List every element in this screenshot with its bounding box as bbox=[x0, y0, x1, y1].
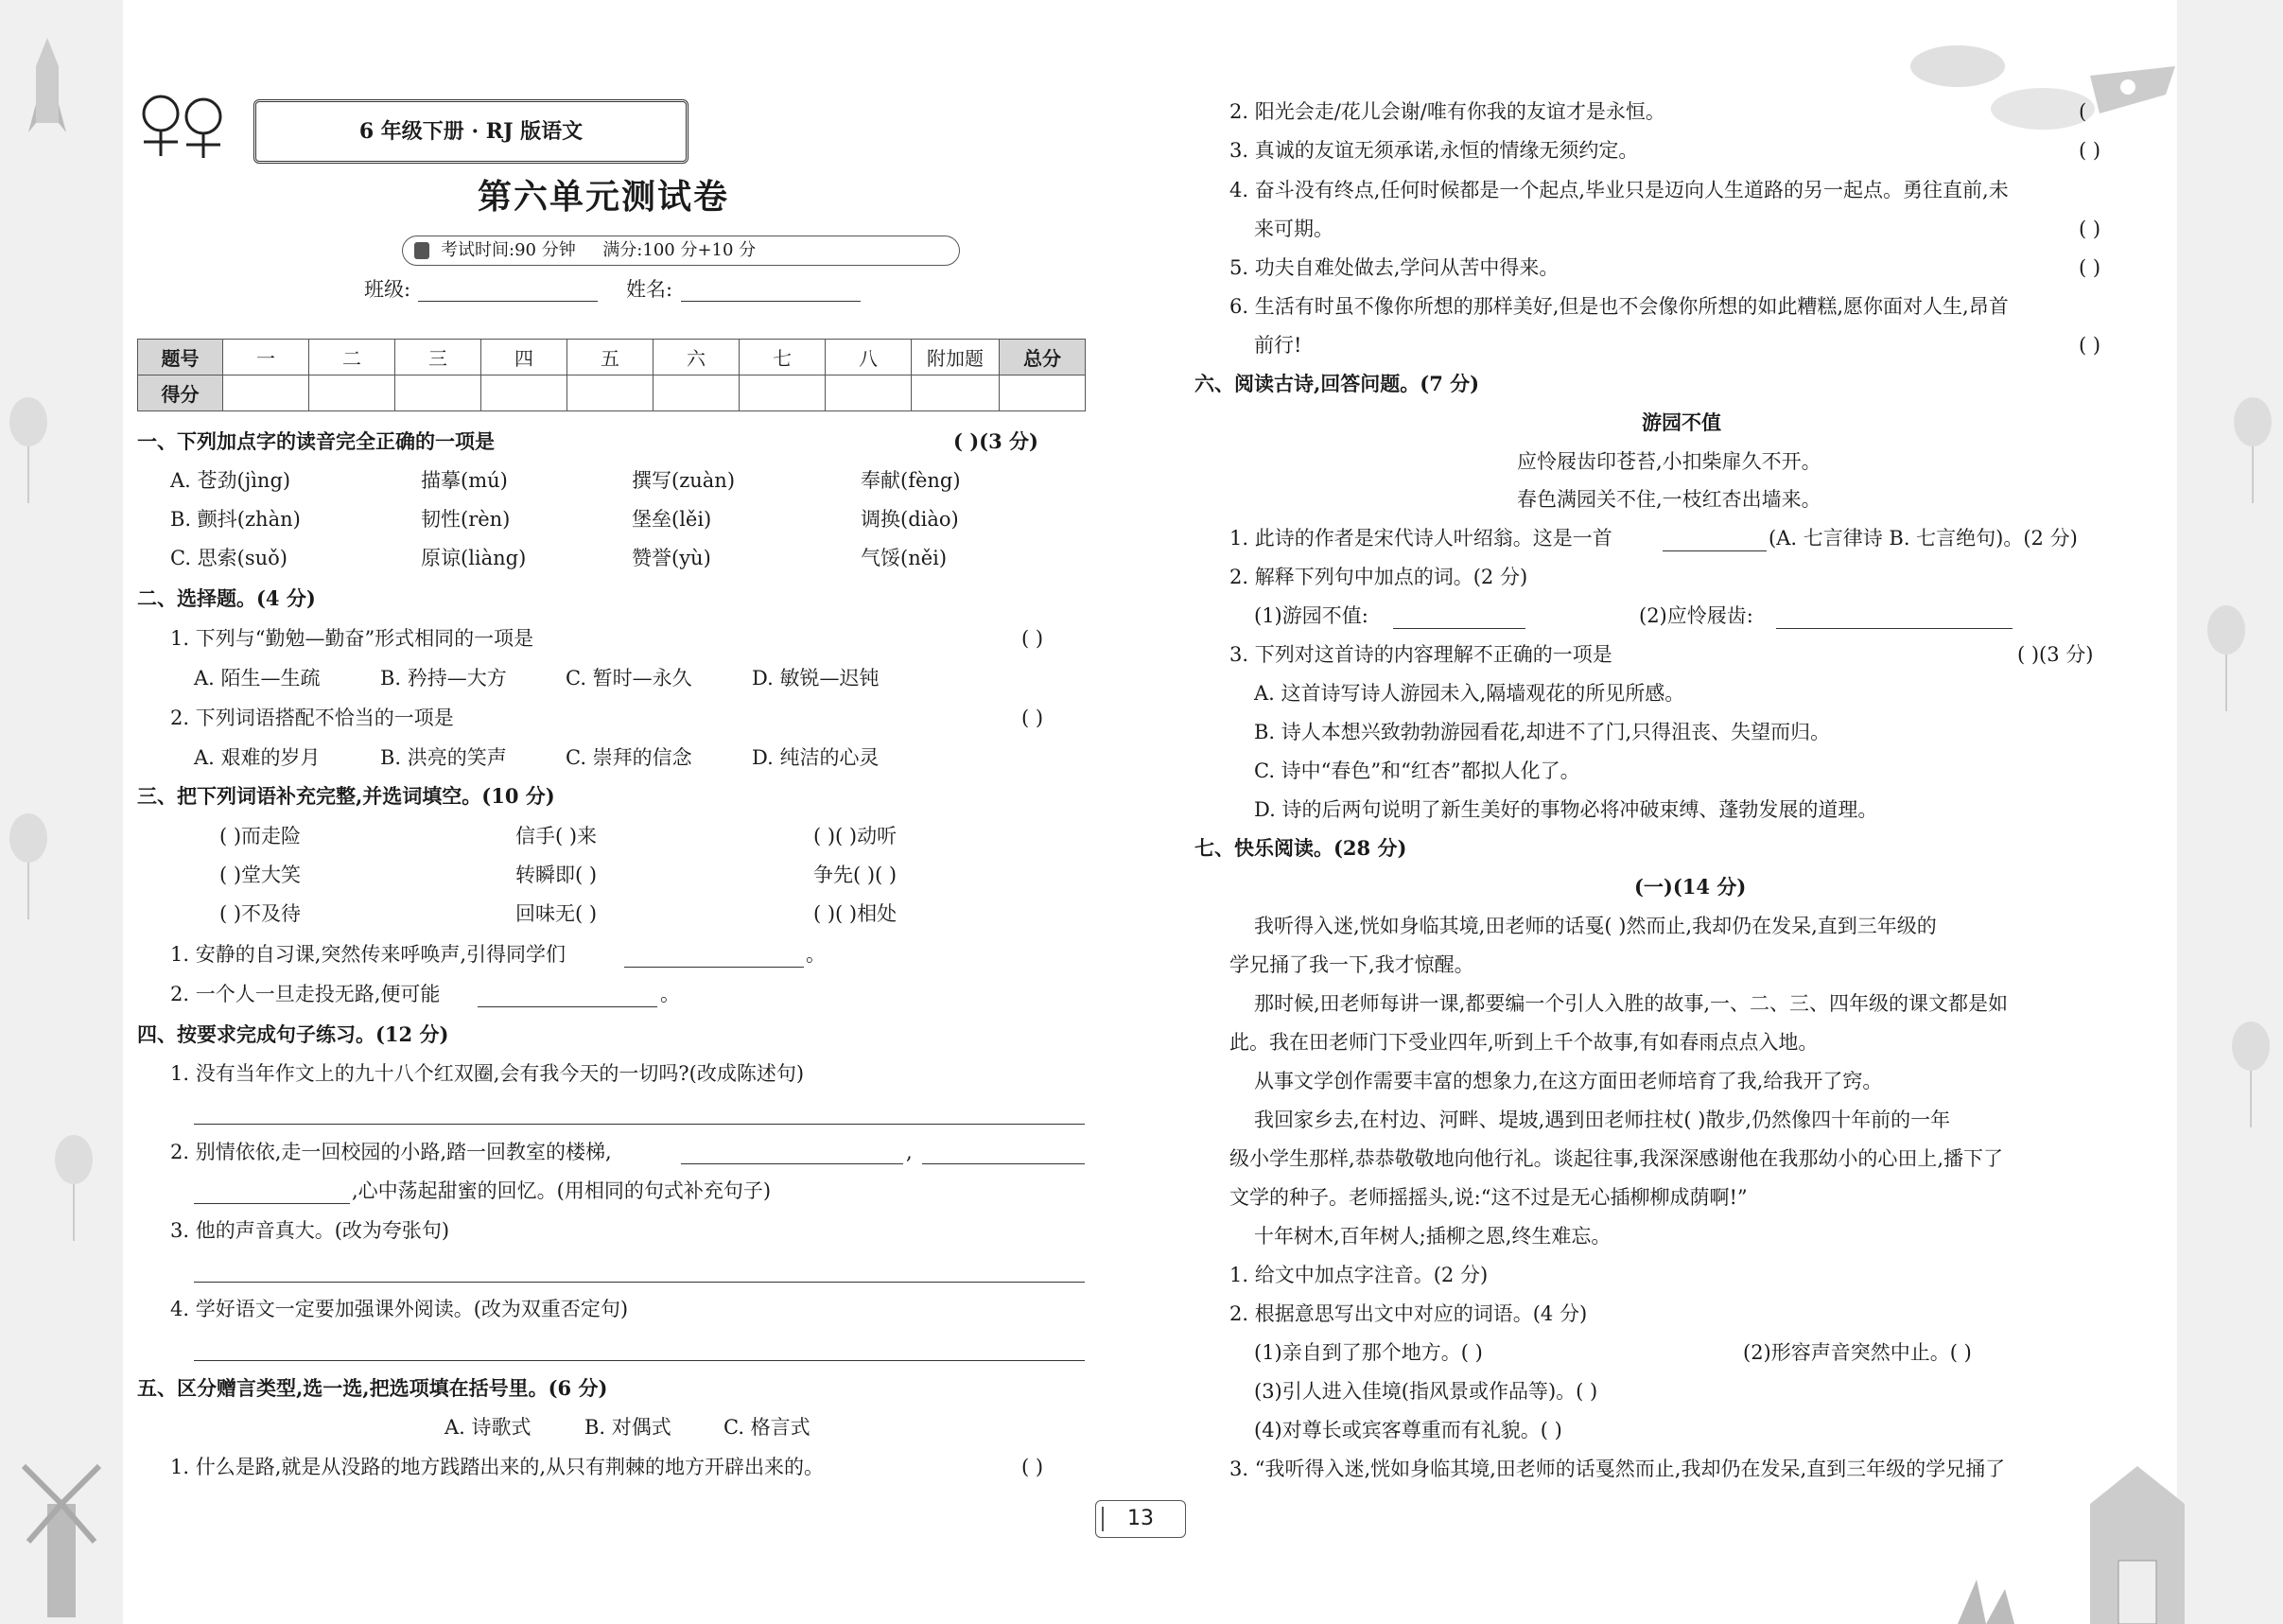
answer-line[interactable] bbox=[624, 967, 804, 968]
right-decor-strip bbox=[2177, 0, 2283, 1624]
answer-line[interactable] bbox=[1776, 628, 2013, 629]
score-cell[interactable] bbox=[309, 375, 395, 411]
option-text: 调换(diào) bbox=[861, 508, 959, 531]
poem-title: 游园不值 bbox=[1642, 411, 1721, 434]
option-text: B. 诗人本想兴致勃勃游园看花,却进不了门,只得沮丧、失望而归。 bbox=[1254, 721, 1831, 743]
poem-line: 应怜屐齿印苍苔,小扣柴扉久不开。 bbox=[1517, 450, 1821, 473]
fill-blank[interactable]: ( )不及待 bbox=[219, 902, 302, 925]
answer-paren[interactable]: ( bbox=[2079, 100, 2087, 123]
table-header-cell: 二 bbox=[309, 340, 395, 375]
answer-paren[interactable]: ( ) bbox=[2079, 139, 2101, 162]
table-header-cell: 八 bbox=[826, 340, 912, 375]
answer-paren[interactable]: ( )(3 分) bbox=[2017, 643, 2094, 666]
fill-blank[interactable]: ( )而走险 bbox=[219, 825, 302, 847]
passage-line: 文学的种子。老师摇摇头,说:“这不过是无心插柳柳成荫啊!” bbox=[1229, 1186, 1748, 1209]
table-header-cell: 三 bbox=[395, 340, 481, 375]
score-cell[interactable] bbox=[826, 375, 912, 411]
question-text: 2. 一个人一旦走投无路,便可能 bbox=[170, 983, 441, 1005]
passage-line: 学兄捅了我一下,我才惊醒。 bbox=[1229, 953, 1474, 976]
option-text: C. 崇拜的信念 bbox=[566, 746, 692, 769]
table-header-cell: 总分 bbox=[1000, 340, 1086, 375]
balloon-icon bbox=[9, 813, 47, 863]
answer-line[interactable] bbox=[194, 1124, 1085, 1125]
option-text: A. 这首诗写诗人游园未入,隔墙观花的所见所感。 bbox=[1254, 682, 1685, 705]
score-table bbox=[137, 339, 1086, 411]
section-2-title: 二、选择题。(4 分) bbox=[137, 586, 316, 610]
answer-line[interactable] bbox=[681, 1163, 903, 1164]
option-text: B. 矜持—大方 bbox=[380, 667, 507, 690]
fill-blank[interactable]: 转瞬即( ) bbox=[515, 864, 598, 886]
exam-info: 考试时间:90 分钟 满分:100 分+10 分 bbox=[402, 236, 960, 266]
page-number: 13 bbox=[1095, 1500, 1186, 1538]
question-text: 1. 安静的自习课,突然传来呼唤声,引得同学们 bbox=[170, 943, 566, 966]
answer-paren[interactable]: ( ) bbox=[2079, 256, 2101, 279]
table-header-cell: 题号 bbox=[138, 340, 223, 375]
question-text: 来可期。 bbox=[1254, 218, 1333, 240]
option-text: A. 艰难的岁月 bbox=[194, 746, 321, 769]
question-text: 3. “我听得入迷,恍如身临其境,田老师的话戛然而止,我却仍在发呆,直到三年级的学兄捅了 bbox=[1229, 1458, 2006, 1480]
answer-line[interactable] bbox=[1393, 628, 1525, 629]
question-text: 2. 下列词语搭配不恰当的一项是 bbox=[170, 707, 454, 729]
question-text: ,心中荡起甜蜜的回忆。(用相同的句式补充句子) bbox=[352, 1179, 772, 1202]
section-6-title: 六、阅读古诗,回答问题。(7 分) bbox=[1194, 372, 1480, 395]
balloon-icon bbox=[2232, 1022, 2270, 1071]
passage-line: 此。我在田老师门下受业四年,听到上千个故事,有如春雨点点入地。 bbox=[1229, 1031, 1819, 1054]
question-text: 4. 学好语文一定要加强课外阅读。(改为双重否定句) bbox=[170, 1298, 629, 1320]
question-text: (1)游园不值: bbox=[1254, 604, 1368, 627]
name-label: 姓名: bbox=[626, 278, 673, 301]
score-cell[interactable] bbox=[223, 375, 309, 411]
question-text[interactable]: (1)亲自到了那个地方。( ) bbox=[1254, 1341, 1483, 1364]
table-header-cell: 一 bbox=[223, 340, 309, 375]
balloon-icon bbox=[9, 397, 47, 446]
section-4-title: 四、按要求完成句子练习。(12 分) bbox=[137, 1022, 449, 1046]
answer-line[interactable] bbox=[1663, 550, 1767, 551]
option-text: D. 诗的后两句说明了新生美好的事物必将冲破束缚、蓬勃发展的道理。 bbox=[1254, 798, 1878, 821]
option-text: B. 对偶式 bbox=[584, 1416, 671, 1439]
class-label: 班级: bbox=[364, 278, 411, 301]
punctuation: , bbox=[906, 1141, 913, 1163]
table-row bbox=[138, 340, 1086, 375]
answer-line[interactable] bbox=[194, 1360, 1085, 1361]
score-cell[interactable] bbox=[395, 375, 481, 411]
option-text: C. 思索(suǒ) bbox=[170, 547, 288, 569]
option-text: A. 陌生—生疏 bbox=[194, 667, 321, 690]
grade-badge: 6 年级下册 · RJ 版语文 bbox=[253, 99, 688, 164]
balloon-icon bbox=[2234, 397, 2272, 446]
fill-blank[interactable]: 信手( )来 bbox=[515, 825, 598, 847]
name-field[interactable] bbox=[681, 301, 861, 302]
answer-paren[interactable]: ( ) bbox=[1021, 627, 1044, 650]
question-text: 1. 什么是路,就是从没路的地方践踏出来的,从只有荆棘的地方开辟出来的。 bbox=[170, 1456, 825, 1478]
question-text: 3. 他的声音真大。(改为夸张句) bbox=[170, 1219, 450, 1242]
score-cell[interactable] bbox=[481, 375, 567, 411]
option-text: A. 诗歌式 bbox=[444, 1416, 532, 1439]
passage-line: 从事文学创作需要丰富的想象力,在这方面田老师培育了我,给我开了窍。 bbox=[1254, 1070, 1883, 1092]
table-header-cell: 六 bbox=[654, 340, 740, 375]
question-text: (2)应怜屐齿: bbox=[1639, 604, 1753, 627]
poem-line: 春色满园关不住,一枝红杏出墙来。 bbox=[1517, 488, 1821, 511]
question-text: (A. 七言律诗 B. 七言绝句)。(2 分) bbox=[1769, 527, 2078, 550]
option-text: D. 敏锐—迟钝 bbox=[752, 667, 880, 690]
cloud-airplane-icon bbox=[1901, 38, 2175, 161]
question-text: 6. 生活有时虽不像你所想的那样美好,但是也不会像你所想的如此糟糕,愿你面对人生,昂首 bbox=[1229, 295, 2009, 318]
section-5-title: 五、区分赠言类型,选一选,把选项填在括号里。(6 分) bbox=[137, 1376, 608, 1400]
answer-paren[interactable]: ( ) bbox=[2079, 334, 2101, 357]
fill-blank[interactable]: 争先( )( ) bbox=[813, 864, 898, 886]
fill-blank[interactable]: ( )( )动听 bbox=[813, 825, 898, 847]
answer-paren[interactable]: ( )(3 分) bbox=[953, 429, 1038, 453]
question-text: 2. 解释下列句中加点的词。(2 分) bbox=[1229, 566, 1528, 588]
hourglass-icon bbox=[414, 242, 429, 259]
question-text: 1. 给文中加点字注音。(2 分) bbox=[1229, 1264, 1489, 1286]
option-text: 奉献(fèng) bbox=[861, 469, 961, 492]
question-text: 3. 真诚的友谊无须承诺,永恒的情缘无须约定。 bbox=[1229, 139, 1639, 162]
section-7-title: 七、快乐阅读。(28 分) bbox=[1194, 836, 1407, 860]
question-text: 2. 别情依依,走一回校园的小路,踏一回教室的楼梯, bbox=[170, 1141, 612, 1163]
balloon-icon bbox=[55, 1135, 93, 1184]
question-text: 1. 下列与“勤勉—勤奋”形式相同的一项是 bbox=[170, 627, 534, 650]
answer-paren[interactable]: ( ) bbox=[1021, 1456, 1044, 1478]
answer-line[interactable] bbox=[194, 1282, 1085, 1283]
answer-line[interactable] bbox=[922, 1163, 1085, 1164]
question-text: 1. 此诗的作者是宋代诗人叶绍翁。这是一首 bbox=[1229, 527, 1612, 550]
option-text: 描摹(mú) bbox=[421, 469, 508, 492]
question-text: 5. 功夫自难处做去,学问从苦中得来。 bbox=[1229, 256, 1560, 279]
table-header-cell: 四 bbox=[481, 340, 567, 375]
question-text[interactable]: (3)引人进入佳境(指风景或作品等)。( ) bbox=[1254, 1380, 1598, 1403]
pencil-icon bbox=[1102, 1507, 1111, 1531]
table-header-cell: 七 bbox=[740, 340, 826, 375]
fill-blank[interactable]: ( )( )相处 bbox=[813, 902, 898, 925]
table-row-label: 得分 bbox=[138, 375, 223, 411]
score-cell[interactable] bbox=[1000, 375, 1086, 411]
option-text: 原谅(liàng) bbox=[421, 547, 527, 569]
answer-paren[interactable]: ( ) bbox=[1021, 707, 1044, 729]
option-text: B. 颤抖(zhàn) bbox=[170, 508, 301, 531]
score-cell[interactable] bbox=[740, 375, 826, 411]
score-cell[interactable] bbox=[654, 375, 740, 411]
question-text: 4. 奋斗没有终点,任何时候都是一个起点,毕业只是迈向人生道路的另一起点。勇往直前,未 bbox=[1229, 179, 2009, 201]
question-text: 前行! bbox=[1254, 334, 1302, 357]
section-3-title: 三、把下列词语补充完整,并选词填空。(10 分) bbox=[137, 784, 555, 808]
windmill-icon bbox=[19, 1447, 104, 1617]
question-text[interactable]: (2)形容声音突然中止。( ) bbox=[1743, 1341, 1972, 1364]
option-text: B. 洪亮的笑声 bbox=[380, 746, 507, 769]
rocket-icon bbox=[28, 38, 66, 151]
passage-line: 我听得入迷,恍如身临其境,田老师的话戛( )然而止,我却仍在发呆,直到三年级的 bbox=[1254, 915, 1937, 937]
score-cell[interactable] bbox=[912, 375, 1000, 411]
passage-line: 我回家乡去,在村边、河畔、堤坡,遇到田老师拄杖( )散步,仍然像四十年前的一年 bbox=[1254, 1109, 1951, 1131]
subsection-title: (一)(14 分) bbox=[1634, 875, 1747, 899]
page-title: 第六单元测试卷 bbox=[478, 178, 730, 217]
table-header-cell: 附加题 bbox=[912, 340, 1000, 375]
table-row bbox=[138, 375, 1086, 411]
question-text: 3. 下列对这首诗的内容理解不正确的一项是 bbox=[1229, 643, 1612, 666]
question-text: 1. 没有当年作文上的九十八个红双圈,会有我今天的一切吗?(改成陈述句) bbox=[170, 1062, 805, 1085]
question-text: 2. 根据意思写出文中对应的词语。(4 分) bbox=[1229, 1302, 1588, 1325]
answer-line[interactable] bbox=[194, 1203, 350, 1204]
answer-line[interactable] bbox=[478, 1006, 657, 1007]
passage-line: 十年树木,百年树人;插柳之恩,终生难忘。 bbox=[1254, 1225, 1612, 1248]
class-field[interactable] bbox=[418, 301, 598, 302]
option-text: C. 诗中“春色”和“红杏”都拟人化了。 bbox=[1254, 760, 1580, 782]
answer-paren[interactable]: ( ) bbox=[2079, 218, 2101, 240]
passage-line: 级小学生那样,恭恭敬敬地向他行礼。谈起往事,我深深感谢他在我那幼小的心田上,播下了 bbox=[1229, 1147, 2004, 1170]
kids-icon bbox=[132, 90, 236, 166]
option-text: 撰写(zuàn) bbox=[632, 469, 736, 492]
fill-blank[interactable]: 回味无( ) bbox=[515, 902, 598, 925]
option-text: 赞誉(yù) bbox=[632, 547, 711, 569]
passage-line: 那时候,田老师每讲一课,都要编一个引人入胜的故事,一、二、三、四年级的课文都是如 bbox=[1254, 992, 2009, 1015]
option-text: 韧性(rèn) bbox=[421, 508, 511, 531]
option-text: 堡垒(lěi) bbox=[632, 508, 712, 531]
option-text: C. 格言式 bbox=[723, 1416, 810, 1439]
question-text: 2. 阳光会走/花儿会谢/唯有你我的友谊才是永恒。 bbox=[1229, 100, 1665, 123]
left-decor-strip bbox=[0, 0, 123, 1624]
option-text: C. 暂时—永久 bbox=[566, 667, 692, 690]
option-text: D. 纯洁的心灵 bbox=[752, 746, 880, 769]
section-1-title: 一、下列加点字的读音完全正确的一项是 bbox=[137, 429, 495, 453]
fill-blank[interactable]: ( )堂大笑 bbox=[219, 864, 302, 886]
table-header-cell: 五 bbox=[567, 340, 654, 375]
option-text: A. 苍劲(jìng) bbox=[170, 469, 291, 492]
punctuation: 。 bbox=[806, 943, 826, 966]
score-cell[interactable] bbox=[567, 375, 654, 411]
balloon-icon bbox=[2207, 605, 2245, 655]
punctuation: 。 bbox=[660, 983, 680, 1005]
question-text[interactable]: (4)对尊长或宾客尊重而有礼貌。( ) bbox=[1254, 1419, 1562, 1441]
option-text: 气馁(něi) bbox=[861, 547, 948, 569]
